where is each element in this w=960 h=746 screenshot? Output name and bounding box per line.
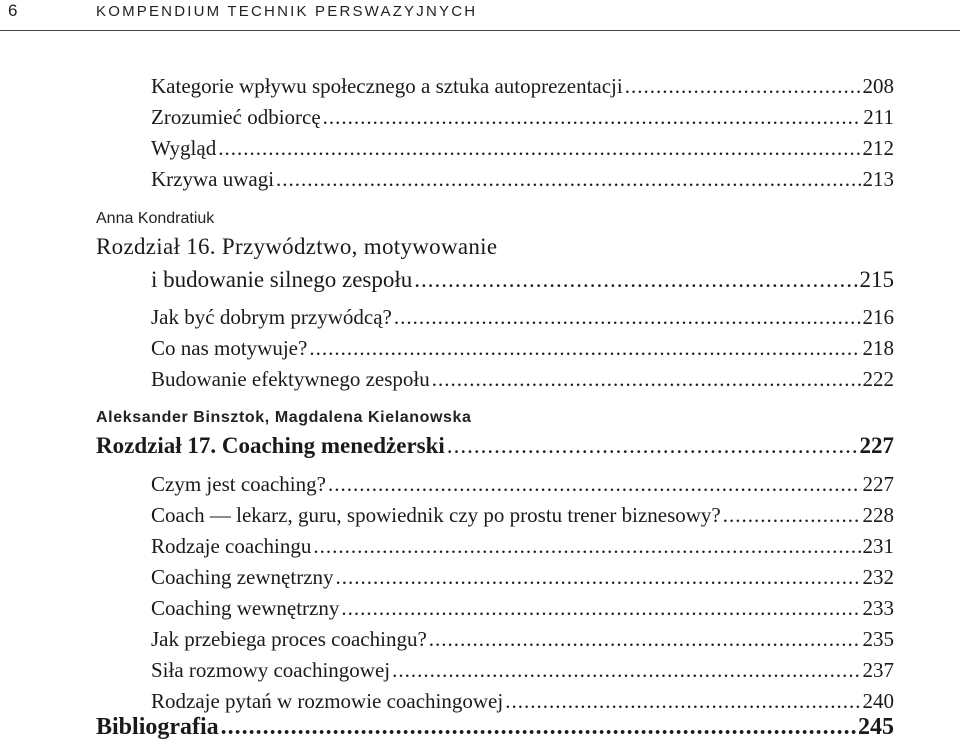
page-number: 6 bbox=[8, 1, 18, 20]
toc-entry[interactable] bbox=[151, 565, 894, 590]
toc-entry-title: Coach — lekarz, guru, spowiednik czy po prostu trener biznesowy? bbox=[151, 503, 721, 527]
toc-entry-page: 227 bbox=[862, 472, 894, 496]
running-title: KOMPENDIUM TECHNIK PERSWAZYJNYCH bbox=[96, 3, 478, 20]
toc-entry[interactable] bbox=[151, 367, 894, 392]
toc-entry[interactable] bbox=[151, 596, 894, 621]
toc-entry-page: 211 bbox=[863, 105, 894, 129]
toc-entry-title: Jak być dobrym przywódcą? bbox=[151, 305, 392, 329]
toc-entry[interactable] bbox=[151, 336, 894, 361]
dot-leader bbox=[394, 305, 861, 330]
chapter-title-continued: i budowanie silnego zespołu bbox=[151, 267, 413, 292]
bibliography-title: Bibliografia bbox=[96, 714, 219, 740]
toc-entry-page: 222 bbox=[862, 367, 894, 391]
toc-entry[interactable] bbox=[151, 74, 894, 99]
toc-entry-title: Wygląd bbox=[151, 136, 217, 160]
chapter-author: Anna Kondratiuk bbox=[96, 210, 215, 227]
chapter-page: 227 bbox=[859, 433, 894, 458]
toc-entry-page: 208 bbox=[862, 74, 894, 98]
toc-entry-page: 235 bbox=[862, 627, 894, 651]
toc-entry-title: Coaching zewnętrzny bbox=[151, 565, 334, 589]
toc-entry-title: Budowanie efektywnego zespołu bbox=[151, 367, 430, 391]
dot-leader bbox=[323, 105, 862, 130]
dot-leader bbox=[432, 367, 861, 392]
toc-entry-page: 237 bbox=[862, 658, 894, 682]
toc-chapter-entry[interactable] bbox=[96, 433, 894, 459]
dot-leader bbox=[414, 267, 857, 293]
toc-bibliography-entry[interactable] bbox=[96, 714, 894, 741]
toc-entry-title: Siła rozmowy coachingowej bbox=[151, 658, 391, 682]
toc-entry[interactable] bbox=[151, 167, 894, 192]
toc-entry[interactable] bbox=[151, 503, 894, 528]
dot-leader bbox=[221, 714, 856, 741]
dot-leader bbox=[341, 596, 860, 621]
dot-leader bbox=[429, 627, 861, 652]
toc-entry[interactable] bbox=[151, 534, 894, 559]
toc-entry-page: 216 bbox=[862, 305, 894, 329]
dot-leader bbox=[309, 336, 860, 361]
bibliography-page: 245 bbox=[858, 714, 894, 740]
chapter-author: Aleksander Binsztok, Magdalena Kielanowska bbox=[96, 409, 472, 426]
chapter-title: Rozdział 17. Coaching menedżerski bbox=[96, 433, 445, 458]
toc-entry-page: 233 bbox=[862, 596, 894, 620]
toc-entry-title: Krzywa uwagi bbox=[151, 167, 275, 191]
toc-entry-page: 228 bbox=[862, 503, 894, 527]
toc-entry-title: Czym jest coaching? bbox=[151, 472, 326, 496]
dot-leader bbox=[625, 74, 861, 99]
chapter-page: 215 bbox=[859, 267, 894, 292]
toc-entry-page: 240 bbox=[862, 689, 894, 713]
dot-leader bbox=[723, 503, 861, 528]
dot-leader bbox=[218, 136, 860, 161]
toc-entry[interactable] bbox=[151, 305, 894, 330]
dot-leader bbox=[328, 472, 861, 497]
toc-entry-title: Coaching wewnętrzny bbox=[151, 596, 340, 620]
toc-entry[interactable] bbox=[151, 472, 894, 497]
dot-leader bbox=[392, 658, 860, 683]
toc-entry[interactable] bbox=[151, 105, 894, 130]
toc-entry-page: 218 bbox=[862, 336, 894, 360]
toc-entry-title: Jak przebiega proces coachingu? bbox=[151, 627, 427, 651]
toc-entry-title: Co nas motywuje? bbox=[151, 336, 308, 360]
toc-entry[interactable] bbox=[151, 658, 894, 683]
dot-leader bbox=[313, 534, 860, 559]
toc-entry-title: Rodzaje coachingu bbox=[151, 534, 312, 558]
toc-entry-page: 213 bbox=[862, 167, 894, 191]
toc-entry-page: 232 bbox=[862, 565, 894, 589]
toc-entry-title: Zrozumieć odbiorcę bbox=[151, 105, 321, 129]
chapter-title[interactable]: Rozdział 16. Przywództwo, motywowanie bbox=[96, 234, 498, 259]
dot-leader bbox=[276, 167, 860, 192]
toc-entry[interactable] bbox=[151, 136, 894, 161]
toc-entry-title: Rodzaje pytań w rozmowie coachingowej bbox=[151, 689, 504, 713]
toc-entry-page: 212 bbox=[862, 136, 894, 160]
toc-chapter-entry[interactable] bbox=[151, 267, 894, 293]
dot-leader bbox=[336, 565, 861, 590]
toc-entry[interactable] bbox=[151, 689, 894, 714]
toc-entry-page: 231 bbox=[862, 534, 894, 558]
toc-entry-title: Kategorie wpływu społecznego a sztuka autoprezentacji bbox=[151, 74, 623, 98]
dot-leader bbox=[505, 689, 860, 714]
dot-leader bbox=[447, 433, 858, 459]
toc-entry[interactable] bbox=[151, 627, 894, 652]
